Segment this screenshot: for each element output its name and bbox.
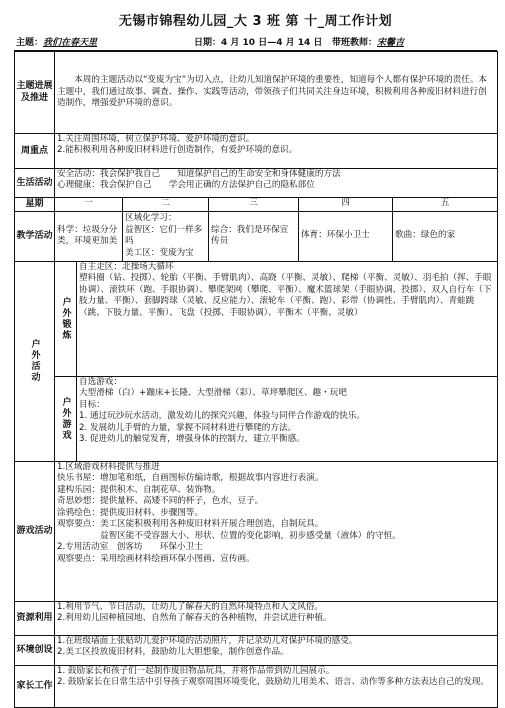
- environment-label: 环境创设: [15, 635, 55, 665]
- outdoor-exercise-label: 户外锻炼: [60, 296, 71, 341]
- progress-content: [55, 52, 498, 134]
- outdoor-games-content: [77, 376, 498, 461]
- theme-value: 我们在春天里: [43, 38, 98, 48]
- games-line: 3. 促进幼儿的触觉发育，增强身体的控制力，建立平衡感。: [79, 434, 305, 444]
- week-label: 星期: [15, 197, 55, 211]
- play-line: 观察要点：美工区能积极利用各种废旧材料开展合理创造，自制玩具。: [57, 519, 324, 529]
- focus-line: 1.关注周围环境，树立保护环境、爱护环境的意识。: [57, 133, 255, 144]
- play-content: [55, 461, 498, 601]
- parents-line: 2. 鼓励家长在日常生活中引导孩子观察周围环境变化，鼓励幼儿用美术、语言、动作等多种方法表达自己的发现。: [57, 677, 490, 687]
- outdoor-exercise-label-cell: [55, 261, 77, 376]
- play-label: 游戏活动: [15, 461, 55, 601]
- teacher-value: 宋馨吉: [377, 38, 405, 48]
- row-teaching: [15, 211, 498, 261]
- parents-label: 家长工作: [15, 665, 55, 707]
- games-line: 大型滑梯（白）+蹦床+长隆、大型滑梯（彩）、草坪攀爬区、趣・玩吧: [79, 388, 347, 398]
- environment-line: 2.美工区投放废旧材料，鼓励幼儿大胆想象，制作创意作品。: [57, 647, 289, 657]
- focus-content: [55, 133, 498, 168]
- parents-content: [55, 665, 498, 707]
- row-parents: [15, 665, 498, 707]
- row-environment: [15, 635, 498, 665]
- row-focus: [15, 133, 498, 168]
- environment-content: [55, 635, 498, 665]
- row-life: [15, 168, 498, 197]
- environment-line: 1.在班级墙面上张贴幼儿爱护环境的活动照片，并记录幼儿对保护环境的感受。: [57, 635, 358, 646]
- play-line: 1.区域游戏材料提供与推进: [57, 461, 160, 472]
- row-outdoor-games: [15, 376, 498, 461]
- teaching-tue: 区域化学习： 益智区：它们一样多吗 美工区：变废为宝: [123, 211, 209, 261]
- teaching-wed: 综合：我们是环保宣传员: [209, 211, 299, 261]
- play-line: 涂鸦绘色：提供废旧材料、步骤图等。: [57, 507, 204, 518]
- focus-line: 2.能积极利用各种废旧材料进行创造制作，有爱护环境的意识。: [57, 145, 298, 155]
- games-line: 2. 发展幼儿手臂的力量，掌握不同材料进行攀爬的方法。: [79, 422, 297, 433]
- teaching-fri: 歌曲：绿色的家: [393, 211, 498, 261]
- resources-line: 2.利用幼儿园种植园地、自然角了解春天的各种植物，并尝试进行种植。: [57, 613, 332, 623]
- life-label: 生活活动: [15, 168, 55, 197]
- teacher-label: 带班教师：: [332, 38, 378, 48]
- life-content: [55, 168, 498, 197]
- outdoor-exercise-content: [77, 261, 498, 376]
- teaching-label: 教学活动: [15, 211, 55, 261]
- theme-label: 主题：: [16, 38, 44, 48]
- outdoor-label-text: 户外活动: [29, 339, 40, 383]
- life-line: 安全活动：我会保护我自己 知道保护自己的生命安全和身体健康的方法: [57, 168, 341, 179]
- play-line: 观察要点：采用绘画材料绘画环保小图画、宣传画。: [57, 553, 255, 564]
- resources-line: 1.利用节气、节日活动，让幼儿了解春天的自然环境特点和人文风俗。: [57, 601, 324, 612]
- teaching-mon: 科学：垃圾分分类，环境更加美: [55, 211, 123, 261]
- outdoor-games-label: 户外游戏: [60, 396, 71, 441]
- progress-line: 本周的主题活动以“变废为宝”为切入点，让幼儿知道保护环境的重要性，知道每个人都有保护环境的责任。本主题中，我们通过故事、调查、操作、实践等活动，带领孩子们共同关注身边环境，积极利用各种废旧材料进行创造制作，增强爱护环境的意识。: [57, 75, 488, 108]
- parents-line: 1. 鼓励家长和孩子们一起制作废旧物品玩具，并将作品带到幼儿园展示。: [57, 665, 335, 676]
- date-label: 日期：: [194, 38, 222, 48]
- day-wed: 三: [209, 197, 299, 211]
- play-line: 奇思妙想：提供量杯、高矮不同的杯子，色水，豆子。: [57, 496, 264, 506]
- day-mon: 一: [55, 197, 123, 211]
- life-line: 心理健康：我会保护自己 学会用正确的方法保护自己的隐私部位: [57, 180, 315, 190]
- day-tue: 二: [123, 197, 209, 211]
- progress-label: 主题进展及推进: [15, 52, 55, 134]
- row-week: [15, 197, 498, 211]
- play-line: 建构乐园：提供积木、自制花草、装饰物。: [57, 484, 221, 495]
- row-play: [15, 461, 498, 601]
- resources-content: [55, 601, 498, 635]
- plan-table: [14, 51, 498, 708]
- day-fri: 五: [393, 197, 498, 211]
- focus-label: 周重点: [15, 133, 55, 168]
- teaching-thu: 体育：环保小卫士: [299, 211, 393, 261]
- row-outdoor-exercise: [15, 261, 498, 376]
- resources-label: 资源利用: [15, 601, 55, 635]
- games-line: 1. 通过玩沙玩水活动，激发幼儿的探究兴趣，体验与同伴合作游戏的快乐。: [79, 411, 365, 421]
- plan-info-bar: [14, 35, 497, 51]
- row-resources: [15, 601, 498, 635]
- games-line: 自选游戏：: [79, 376, 122, 387]
- play-line: 益智区能不受容器大小、形状、位置的变化影响，初步感受量（液体）的守恒。: [57, 530, 401, 541]
- date-value: 4 月 10 日—4 月 14 日: [221, 38, 323, 48]
- row-progress: [15, 52, 498, 134]
- exercise-line: 塑料圈（钻、投掷）、轮胎（平衡、手臂肌肉）、高跷（平衡、灵敏）、爬梯（平衡、灵敏）、羽毛拍（挥、手眼协调）、滚铁环（跑、手眼协调）、攀爬架网（攀爬、平衡）、魔术篮球架（手眼协调、投掷）、双人自行车（下肢力量、平衡）、套脚跨球（灵敏、反应能力）、滚轮车（平衡、跑）、彩带（协调性、手臂肌肉）、青蛙跳（跳、下肢力量、平衡）、飞盘（投掷、手眼协调）、平衡木（平衡、灵敏）: [79, 273, 492, 318]
- play-line: 快乐书屋：增加笔和纸，自画图标仿编诗歌，根据故事内容进行表演。: [57, 473, 324, 483]
- outdoor-games-label-cell: [55, 376, 77, 461]
- play-line: 2.专用活动室 创客坊 环保小卫士: [57, 542, 203, 552]
- outdoor-label: [15, 261, 55, 461]
- day-thu: 四: [299, 197, 393, 211]
- games-line: 目标：: [79, 399, 105, 410]
- exercise-line: 自主走区：北操场大循环: [79, 261, 174, 272]
- plan-title: 无锡市锦程幼儿园_大 3 班 第 十_周工作计划: [118, 14, 393, 29]
